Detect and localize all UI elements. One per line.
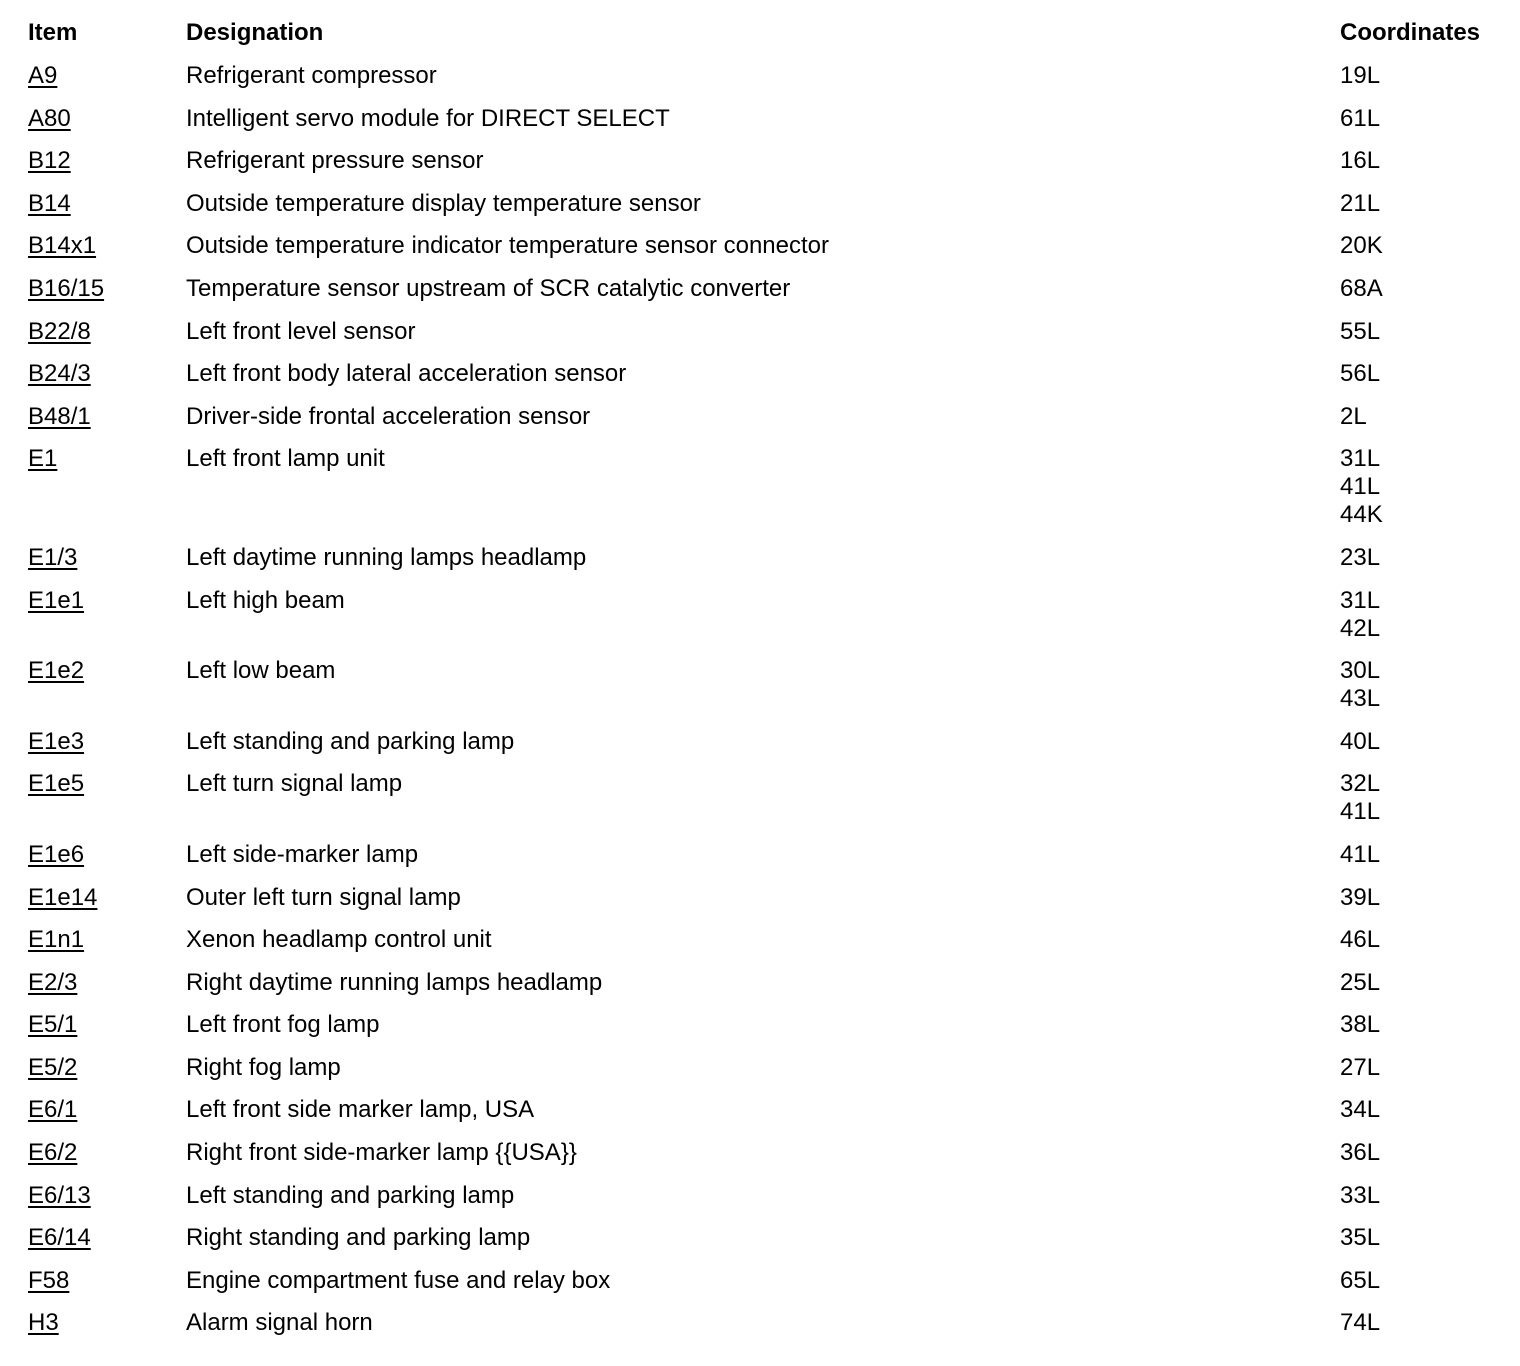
item-link[interactable]: E5/1 <box>28 1011 78 1039</box>
table-row <box>0 1096 1520 1139</box>
table-row <box>0 841 1520 884</box>
table-row <box>0 969 1520 1012</box>
coordinate-value: 31L <box>1340 586 1381 614</box>
table-row <box>0 1011 1520 1054</box>
coordinate-value: 33L <box>1340 1181 1381 1209</box>
table-row <box>0 190 1520 233</box>
coordinates-cell <box>1340 1096 1380 1124</box>
designation-text: Right front side-marker lamp {{USA}} <box>186 1139 577 1167</box>
designation-text: Refrigerant compressor <box>186 62 437 89</box>
coordinate-value: 46L <box>1340 926 1381 954</box>
coordinate-value: 23L <box>1340 543 1381 571</box>
designation-text: Outside temperature indicator temperature sensor connector <box>186 232 829 260</box>
item-link[interactable]: B12 <box>28 147 71 175</box>
designation-text: Outside temperature display temperature sensor <box>186 189 701 217</box>
designation-text: Left daytime running lamps headlamp <box>186 543 587 571</box>
coordinates-cell <box>1340 1139 1380 1167</box>
item-link[interactable]: B16/15 <box>28 274 105 302</box>
table-row <box>0 403 1520 446</box>
table-row <box>0 1139 1520 1182</box>
coordinate-value: 56L <box>1340 360 1381 388</box>
coordinates-cell <box>1340 544 1380 572</box>
coordinate-value: 61L <box>1340 104 1381 132</box>
item-link[interactable]: A80 <box>28 104 71 132</box>
designation-text: Left standing and parking lamp <box>186 727 515 755</box>
coordinate-value: 21L <box>1340 189 1381 217</box>
table-row <box>0 1224 1520 1267</box>
table-row <box>0 105 1520 148</box>
table-row <box>0 1267 1520 1310</box>
item-link[interactable]: E1e14 <box>28 883 98 911</box>
designation-text: Left high beam <box>186 586 345 614</box>
coordinate-value: 41L <box>1340 473 1381 501</box>
header-item: Item <box>28 19 78 46</box>
coordinate-value: 41L <box>1340 840 1381 868</box>
designation-text: Right daytime running lamps headlamp <box>186 968 603 996</box>
designation-text: Right fog lamp <box>186 1053 341 1081</box>
coordinates-cell <box>1340 1309 1380 1337</box>
coordinates-cell <box>1340 1267 1380 1295</box>
item-link[interactable]: B22/8 <box>28 317 91 345</box>
item-link[interactable]: E1e6 <box>28 840 85 868</box>
coordinates-cell <box>1340 403 1367 431</box>
table-row <box>0 544 1520 587</box>
coordinate-value: 43L <box>1340 685 1381 713</box>
coordinates-cell <box>1340 657 1380 713</box>
coordinates-cell <box>1340 445 1383 529</box>
item-link[interactable]: B24/3 <box>28 360 91 388</box>
coordinate-value: 39L <box>1340 883 1381 911</box>
coordinates-cell <box>1340 190 1380 218</box>
designation-text: Temperature sensor upstream of SCR catalytic converter <box>186 274 791 302</box>
item-link[interactable]: E6/1 <box>28 1096 78 1124</box>
coordinate-value: 42L <box>1340 614 1381 642</box>
item-link[interactable]: B14x1 <box>28 232 97 260</box>
coordinate-value: 55L <box>1340 317 1381 345</box>
header-designation: Designation <box>186 19 324 46</box>
item-link[interactable]: E1n1 <box>28 926 85 954</box>
table-row <box>0 147 1520 190</box>
designation-text: Left standing and parking lamp <box>186 1181 515 1209</box>
coordinate-value: 44K <box>1340 501 1383 529</box>
designation-text: Left front level sensor <box>186 317 416 345</box>
table-row <box>0 445 1520 544</box>
coordinates-cell <box>1340 275 1383 303</box>
coordinates-cell <box>1340 1054 1380 1082</box>
coordinates-cell <box>1340 1011 1380 1039</box>
designation-text: Intelligent servo module for DIRECT SELECT <box>186 104 670 132</box>
coordinate-value: 68A <box>1340 274 1383 302</box>
coordinate-value: 16L <box>1340 147 1381 175</box>
coordinate-value: 19L <box>1340 62 1381 89</box>
designation-text: Right standing and parking lamp <box>186 1224 531 1252</box>
coordinates-cell <box>1340 232 1383 260</box>
item-link[interactable]: H3 <box>28 1309 59 1337</box>
designation-text: Left low beam <box>186 657 336 685</box>
coordinate-value: 20K <box>1340 232 1383 260</box>
designation-text: Refrigerant pressure sensor <box>186 147 484 175</box>
table-row <box>0 728 1520 771</box>
coordinate-value: 74L <box>1340 1309 1381 1337</box>
coordinates-cell <box>1340 770 1380 826</box>
item-link[interactable]: E6/13 <box>28 1181 91 1209</box>
table-row <box>0 1182 1520 1225</box>
item-link[interactable]: E1e2 <box>28 657 85 685</box>
coordinate-value: 25L <box>1340 968 1381 996</box>
coordinate-value: 38L <box>1340 1011 1381 1039</box>
table-row <box>0 926 1520 969</box>
coordinates-cell <box>1340 105 1380 133</box>
coordinates-cell <box>1340 318 1380 346</box>
coordinates-cell <box>1340 360 1380 388</box>
table-row <box>0 62 1520 105</box>
designation-text: Left front fog lamp <box>186 1011 380 1039</box>
item-link[interactable]: E5/2 <box>28 1053 78 1081</box>
designation-text: Outer left turn signal lamp <box>186 883 461 911</box>
item-link[interactable]: E2/3 <box>28 968 78 996</box>
coordinates-cell <box>1340 728 1380 756</box>
table-row <box>0 884 1520 927</box>
coordinate-value: 36L <box>1340 1139 1381 1167</box>
table-row <box>0 318 1520 361</box>
table-row <box>0 232 1520 275</box>
designation-text: Engine compartment fuse and relay box <box>186 1266 611 1294</box>
item-link[interactable]: E1/3 <box>28 543 78 571</box>
table-row <box>0 275 1520 318</box>
table-row <box>0 1309 1520 1352</box>
designation-text: Left side-marker lamp <box>186 840 419 868</box>
item-link[interactable]: A9 <box>28 62 58 89</box>
designation-text: Left front lamp unit <box>186 445 385 473</box>
table-row <box>0 360 1520 403</box>
coordinate-value: 32L <box>1340 770 1381 798</box>
designation-text: Left turn signal lamp <box>186 770 403 798</box>
item-link[interactable]: B14 <box>28 189 71 217</box>
designation-text: Alarm signal horn <box>186 1309 373 1337</box>
item-link[interactable]: E1e1 <box>28 586 85 614</box>
coordinates-cell <box>1340 1224 1380 1252</box>
item-link[interactable]: E6/2 <box>28 1139 78 1167</box>
coordinates-cell <box>1340 587 1380 643</box>
item-link[interactable]: F58 <box>28 1266 70 1294</box>
designation-text: Left front side marker lamp, USA <box>186 1096 535 1124</box>
coordinates-cell <box>1340 926 1380 954</box>
table-row <box>0 587 1520 658</box>
coordinate-value: 34L <box>1340 1096 1381 1124</box>
item-link[interactable]: E6/14 <box>28 1224 91 1252</box>
designation-text: Driver-side frontal acceleration sensor <box>186 402 591 430</box>
designation-text: Xenon headlamp control unit <box>186 926 492 954</box>
coordinate-value: 2L <box>1340 402 1367 430</box>
coordinate-value: 65L <box>1340 1266 1381 1294</box>
item-link[interactable]: E1e5 <box>28 770 85 798</box>
item-link[interactable]: E1 <box>28 445 58 473</box>
table-row <box>0 1054 1520 1097</box>
coordinate-value: 27L <box>1340 1053 1381 1081</box>
item-link[interactable]: B48/1 <box>28 402 91 430</box>
coordinates-cell <box>1340 62 1380 90</box>
coordinate-value: 40L <box>1340 727 1381 755</box>
component-table <box>0 62 1520 1352</box>
coordinate-value: 30L <box>1340 657 1381 685</box>
coordinates-cell <box>1340 884 1380 912</box>
coordinate-value: 41L <box>1340 798 1381 826</box>
designation-text: Left front body lateral acceleration sensor <box>186 360 627 388</box>
coordinates-cell <box>1340 969 1380 997</box>
table-row <box>0 657 1520 728</box>
item-link[interactable]: E1e3 <box>28 727 85 755</box>
table-row <box>0 770 1520 841</box>
coordinates-cell <box>1340 147 1380 175</box>
coordinates-cell <box>1340 1182 1380 1210</box>
coordinate-value: 31L <box>1340 445 1381 473</box>
coordinate-value: 35L <box>1340 1224 1381 1252</box>
coordinates-cell <box>1340 841 1380 869</box>
header-coordinates: Coordinates <box>1340 19 1481 46</box>
